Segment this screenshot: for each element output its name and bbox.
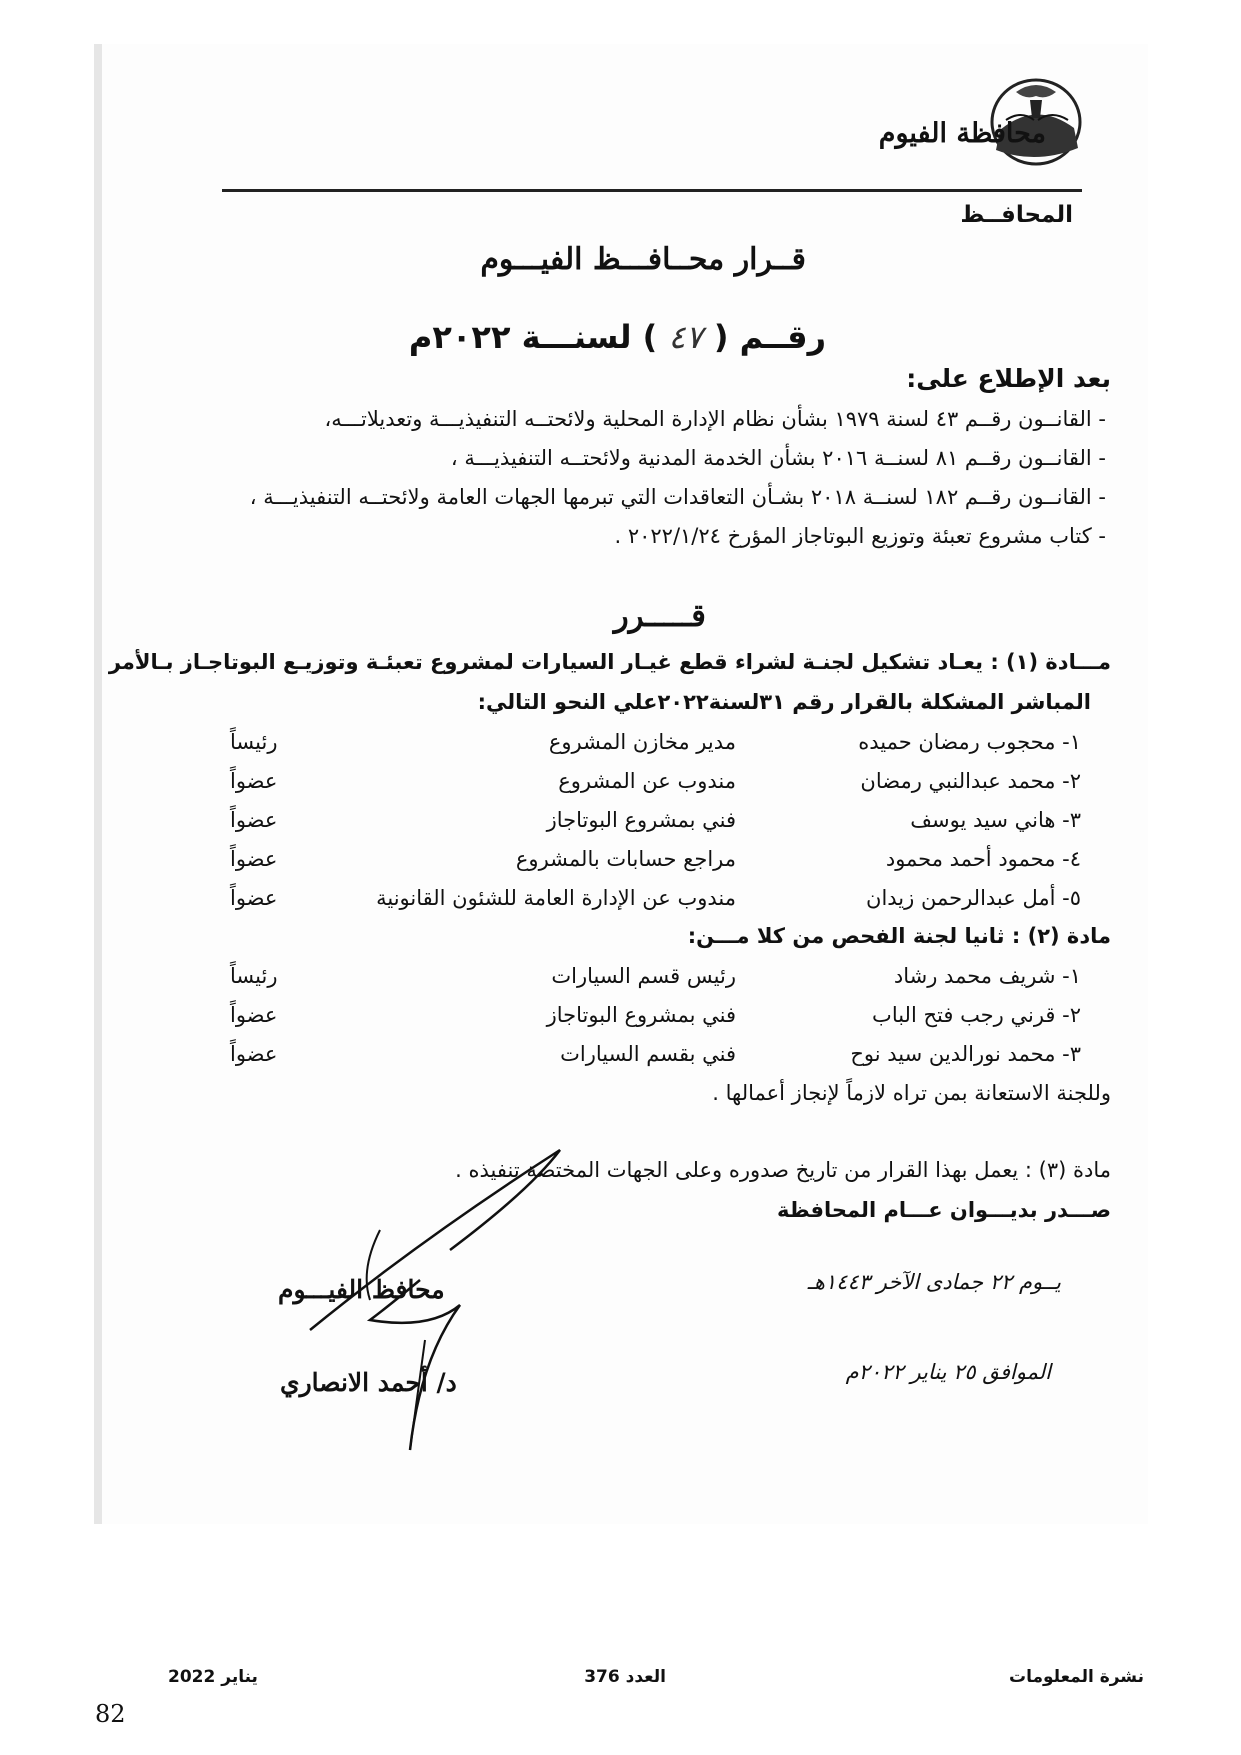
- signatory-name: د/ أحمد الانصاري: [280, 1368, 457, 1397]
- member-name: ١- شريف محمد رشاد: [893, 964, 1081, 988]
- hijri-date: يــوم ٢٢ جمادى الآخر ١٤٤٣هـ: [807, 1270, 1061, 1294]
- member-title: مراجع حسابات بالمشروع: [515, 847, 736, 871]
- office-label: المحافــظ: [960, 202, 1073, 228]
- member-role: عضواً: [230, 769, 278, 793]
- decided-heading: قـــــرر: [613, 598, 706, 634]
- member-role: رئيساً: [230, 730, 278, 754]
- header-divider: [222, 189, 1082, 192]
- member-title: فني بمشروع البوتاجاز: [546, 1003, 736, 1027]
- member-title: مندوب عن المشروع: [558, 769, 736, 793]
- member-name: ٥- أمل عبدالرحمن زيدان: [866, 886, 1081, 910]
- member-role: عضواً: [230, 847, 278, 871]
- committee-note: وللجنة الاستعانة بمن تراه لازماً لإنجاز أعمالها .: [712, 1081, 1111, 1105]
- footer-date: يناير 2022: [168, 1667, 258, 1687]
- preamble-item: - القانــون رقــم ٤٣ لسنة ١٩٧٩ بشأن نظام الإدارة المحلية ولائحتــه التنفيذيـــة وتعديلاتـــه،: [324, 407, 1106, 431]
- article-2-heading: مادة (٢) : ثانيا لجنة الفحص من كلا مـــن:: [687, 924, 1111, 948]
- article-1-line-1: مـــادة (١) : يعـاد تشكيل لجنـة لشراء قطع غيـار السيارات لمشروع تعبئـة وتوزيـع البوتاجـاز بـالأمر: [108, 650, 1111, 674]
- preamble-item: - كتاب مشروع تعبئة وتوزيع البوتاجاز المؤرخ ٢٠٢٢/١/٢٤ .: [614, 524, 1106, 548]
- decree-number-suffix: ) لسنـــة ٢٠٢٢م: [408, 318, 658, 356]
- member-title: رئيس قسم السيارات: [551, 964, 736, 988]
- member-title: فني بمشروع البوتاجاز: [546, 808, 736, 832]
- preamble-item: - القانــون رقــم ٨١ لسنــة ٢٠١٦ بشأن الخدمة المدنية ولائحتــه التنفيذيـــة ،: [450, 446, 1106, 470]
- decree-title: قــرار محــافـــظ الفيـــوم: [480, 242, 806, 277]
- member-name: ١- محجوب رمضان حميده: [858, 730, 1081, 754]
- member-title: فني بقسم السيارات: [560, 1042, 736, 1066]
- preamble-item: - القانــون رقــم ١٨٢ لسنــة ٢٠١٨ بشـأن التعاقدات التي تبرمها الجهات العامة ولائحتــه التنفيذيـــة ،: [249, 485, 1106, 509]
- member-name: ٤- محمود أحمد محمود: [885, 847, 1081, 871]
- footer-publication: نشرة المعلومات: [1008, 1667, 1144, 1687]
- member-name: ٢- محمد عبدالنبي رمضان: [860, 769, 1081, 793]
- gregorian-date: الموافق ٢٥ يناير ٢٠٢٢م: [845, 1360, 1051, 1384]
- member-title: مدير مخازن المشروع: [548, 730, 736, 754]
- preamble-heading: بعد الإطلاع على:: [906, 364, 1111, 393]
- member-role: رئيساً: [230, 964, 278, 988]
- member-name: ٣- هاني سيد يوسف: [910, 808, 1081, 832]
- member-title: مندوب عن الإدارة العامة للشئون القانونية: [376, 886, 736, 910]
- member-name: ٢- قرني رجب فتح الباب: [872, 1003, 1081, 1027]
- decree-number-value: ٤٧: [668, 318, 703, 356]
- governorate-name: محافظة الفيوم: [878, 118, 1046, 149]
- issued-line: صـــدر بديـــوان عـــام المحافظة: [777, 1198, 1111, 1222]
- decree-number: [409, 318, 826, 356]
- article-3: مادة (٣) : يعمل بهذا القرار من تاريخ صدوره وعلى الجهات المختصة تنفيذه .: [455, 1158, 1111, 1182]
- footer-issue: العدد 376: [584, 1667, 666, 1687]
- page-number: 82: [95, 1700, 126, 1728]
- member-role: عضواً: [230, 808, 278, 832]
- member-role: عضواً: [230, 1042, 278, 1066]
- member-role: عضواً: [230, 886, 278, 910]
- member-name: ٣- محمد نورالدين سيد نوح: [850, 1042, 1081, 1066]
- signatory-title: محافظ الفيـــوم: [278, 1275, 445, 1304]
- article-1-line-2: المباشر المشكلة بالقرار رقم ٣١لسنة٢٠٢٢علي النحو التالي:: [477, 690, 1091, 714]
- decree-number-prefix: رقــم (: [713, 318, 826, 356]
- member-role: عضواً: [230, 1003, 278, 1027]
